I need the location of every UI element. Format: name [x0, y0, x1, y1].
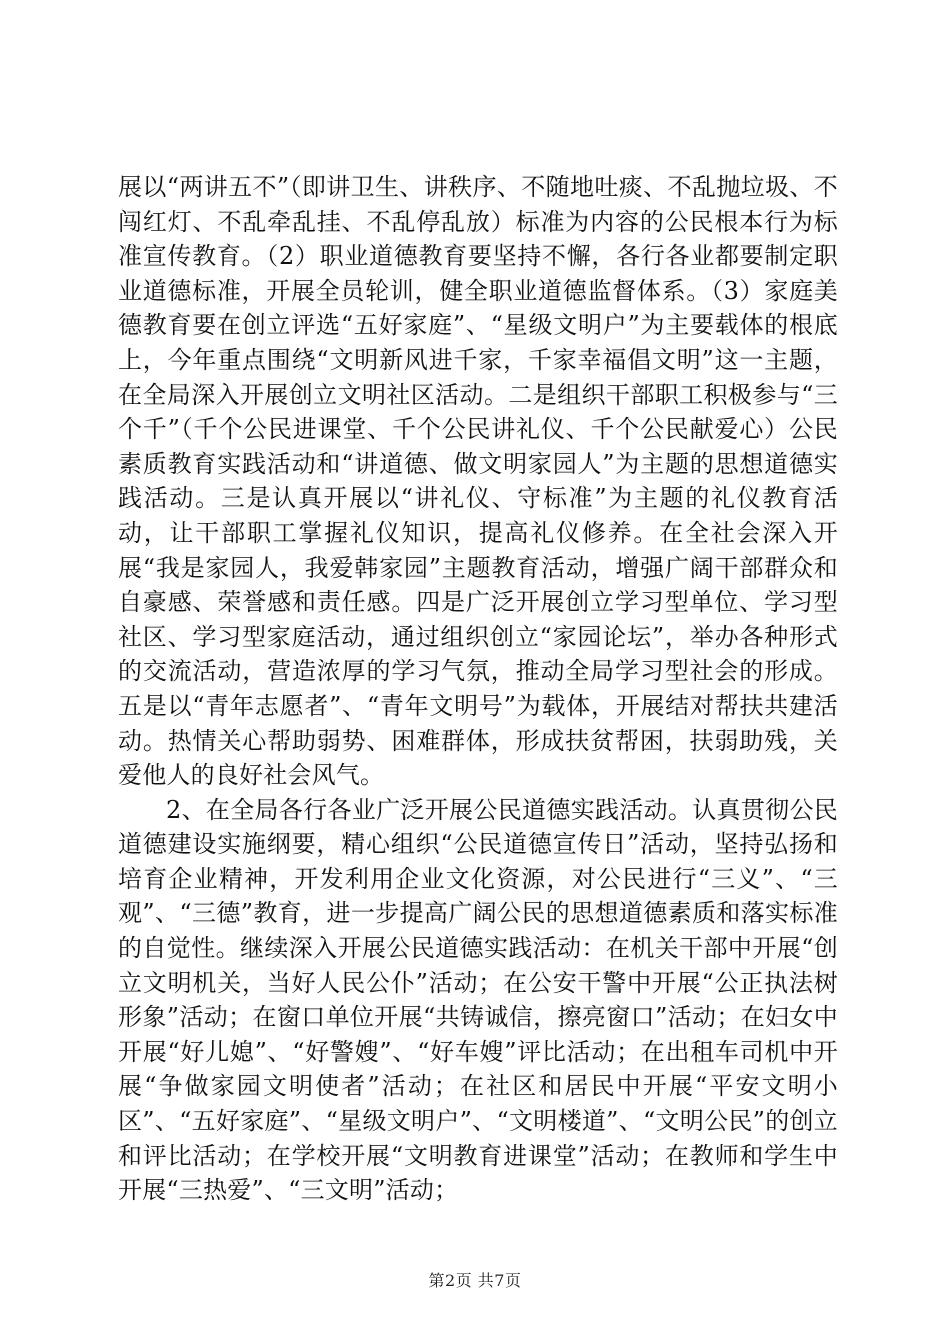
paragraph-1: 展以“两讲五不”（即讲卫生、讲秩序、不随地吐痰、不乱抛垃圾、不闯红灯、不乱牵乱挂、不乱停乱放）标准为内容的公民根本行为标准宣传教育。（2）职业道德教育要坚持不懈，各行各业都要制定职业道德标准，开展全员轮训，健全职业道德监督体系。（3）家庭美德教育要在创立评选“五好家庭”、“星级文明户”为主要载体的根底上，今年重点围绕“文明新风进千家，千家幸福倡文明”这一主题，在全局深入开展创立文明社区活动。二是组织干部职工积极参与“三个千”（千个公民进课堂、千个公民讲礼仪、千个公民献爱心）公民素质教育实践活动和“讲道德、做文明家园人”为主题的思想道德实践活动。三是认真开展以“讲礼仪、守标准”为主题的礼仪教育活动，让干部职工掌握礼仪知识，提高礼仪修养。在全社会深入开展“我是家园人，我爱韩家园”主题教育活动，增强广阔干部群众和自豪感、荣誉感和责任感。四是广泛开展创立学习型单位、学习型社区、学习型家庭活动，通过组织创立“家园论坛”，举办各种形式的交流活动，营造浓厚的学习气氛，推动全局学习型社会的形成。五是以“青年志愿者”、“青年文明号”为载体，开展结对帮扶共建活动。热情关心帮助弱势、困难群体，形成扶贫帮困，扶弱助残，关爱他人的良好社会风气。 [118, 173, 838, 790]
paragraph-2: 2、在全局各行各业广泛开展公民道德实践活动。认真贯彻公民道德建设实施纲要，精心组织“公民道德宣传日”活动，坚持弘扬和培育企业精神，开发利用企业文化资源，对公民进行“三义”、“三观”、“三德”教育，进一步提高广阔公民的思想道德素质和落实标准的自觉性。继续深入开展公民道德实践活动：在机关干部中开展“创立文明机关，当好人民公仆”活动；在公安干警中开展“公正执法树形象”活动；在窗口单位开展“共铸诚信，擦亮窗口”活动；在妇女中开展“好儿媳”、“好警嫂”、“好车嫂”评比活动；在出租车司机中开展“争做家园文明使者”活动；在社区和居民中开展“平安文明小区”、“五好家庭”、“星级文明户”、“文明楼道”、“文明公民”的创立和评比活动；在学校开展“文明教育进课堂”活动；在教师和学生中开展“三热爱”、“三文明”活动； [118, 795, 838, 1205]
document-body [118, 170, 838, 1208]
page-number-footer: 第2页 共7页 [428, 1271, 522, 1290]
